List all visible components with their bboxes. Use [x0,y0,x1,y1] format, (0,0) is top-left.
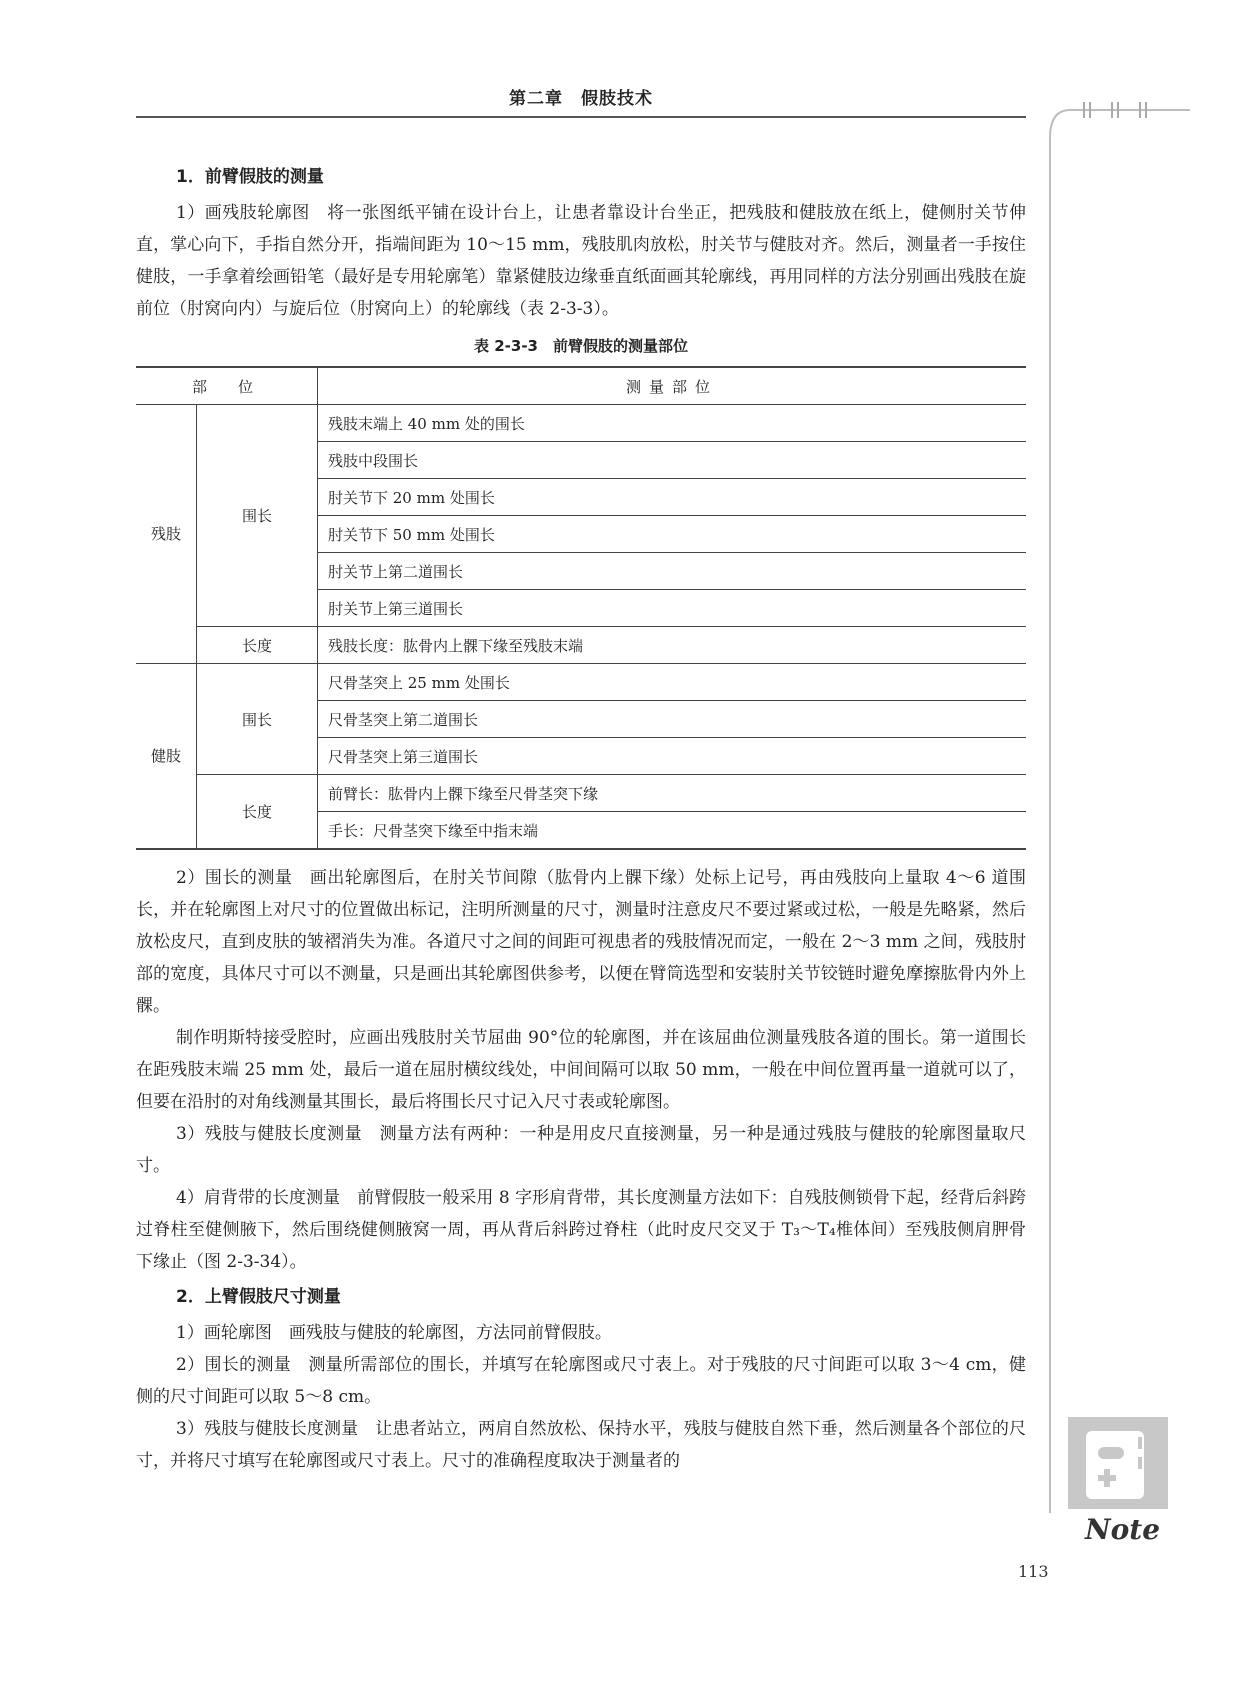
sub-group-girth: 围长 [197,405,318,627]
sub-group-girth: 围长 [197,664,318,775]
page-content [136,158,1026,1477]
table-header-part: 部 位 [136,367,318,405]
sub-group-length: 长度 [197,627,318,664]
table-cell: 肘关节下 20 mm 处围长 [318,479,1027,516]
paragraph: 3）残肢与健肢长度测量 测量方法有两种：一种是用皮尺直接测量，另一种是通过残肢与健肢的轮廓图量取尺寸。 [136,1124,1026,1176]
page-number: 113 [1018,1562,1049,1581]
table-cell: 前臂长：肱骨内上髁下缘至尺骨茎突下缘 [318,775,1027,812]
section-heading-upper-arm: 2．上臂假肢尺寸测量 [176,1287,341,1307]
table-cell: 尺骨茎突上 25 mm 处围长 [318,664,1027,701]
paragraph: 4）肩背带的长度测量 前臂假肢一般采用 8 字形肩背带，其长度测量方法如下：自残肢侧锁骨下起，经背后斜跨过脊柱至健侧腋下，然后围绕健侧腋窝一周，再从背后斜跨过脊柱（此时皮尺交叉于 T₃～T₄椎体间）至残肢侧肩胛骨下缘止（图 2-3-34）。 [136,1188,1026,1272]
row-group-residual: 残肢 [136,405,197,664]
table-caption: 表 2-3-3 前臂假肢的测量部位 [474,337,688,355]
paragraph: 1）画轮廓图 画残肢与健肢的轮廓图，方法同前臂假肢。 [176,1323,612,1343]
table-cell: 肘关节上第二道围长 [318,553,1027,590]
paragraph: 2）围长的测量 画出轮廓图后，在肘关节间隙（肱骨内上髁下缘）处标上记号，再由残肢向上量取 4～6 道围长，并在轮廓图上对尺寸的位置做出标记，注明所测量的尺寸，测量时注意皮尺不要过紧或过松，一般是先略紧，然后放松皮尺，直到皮肤的皱褶消失为准。各道尺寸之间的间距可视患者的残肢情况而定，一般在 2～3 mm 之间，残肢肘部的宽度，具体尺寸可以不测量，只是画出其轮廓图供参考，以便在臂筒选型和安装肘关节铰链时避免摩擦肱骨内外上髁。 [136,868,1026,1016]
table-cell: 残肢末端上 40 mm 处的围长 [318,405,1027,442]
table-cell: 尺骨茎突上第三道围长 [318,738,1027,775]
chapter-header: 第二章 假肢技术 [509,89,653,109]
table-cell: 肘关节下 50 mm 处围长 [318,516,1027,553]
table-cell: 肘关节上第三道围长 [318,590,1027,627]
notepad-icon [1068,1417,1168,1509]
paragraph: 3）残肢与健肢长度测量 让患者站立，两肩自然放松、保持水平，残肢与健肢自然下垂，然后测量各个部位的尺寸，并将尺寸填写在轮廓图或尺寸表上。尺寸的准确程度取决于测量者的 [136,1419,1026,1471]
paragraph: 2）围长的测量 测量所需部位的围长，并填写在轮廓图或尺寸表上。对于残肢的尺寸间距可以取 3～4 cm，健侧的尺寸间距可以取 5～8 cm。 [136,1355,1026,1407]
table-cell: 残肢中段围长 [318,442,1027,479]
margin-ornament [1040,98,1200,1518]
note-badge [1068,1417,1168,1509]
note-label: Note [1085,1513,1161,1546]
table-cell: 尺骨茎突上第二道围长 [318,701,1027,738]
row-group-healthy: 健肢 [136,664,197,850]
paragraph: 制作明斯特接受腔时，应画出残肢肘关节屈曲 90°位的轮廓图，并在该屈曲位测量残肢各道的围长。第一道围长在距残肢末端 25 mm 处，最后一道在屈肘横纹线处，中间间隔可以取 50 mm，一般在中间位置再量一道就可以了，但要在沿肘的对角线测量其围长，最后将围长尺寸记入尺寸表或轮廓图。 [136,1028,1026,1112]
measurement-table [136,366,1026,850]
header-rule [136,116,1026,118]
table-cell: 残肢长度：肱骨内上髁下缘至残肢末端 [318,627,1027,664]
sub-group-length: 长度 [197,775,318,850]
section-heading-forearm: 1．前臂假肢的测量 [176,167,324,187]
paragraph: 1）画残肢轮廓图 将一张图纸平铺在设计台上，让患者靠设计台坐正，把残肢和健肢放在纸上，健侧肘关节伸直，掌心向下，手指自然分开，指端间距为 10～15 mm，残肢肌肉放松，肘关节与健肢对齐。然后，测量者一手按住健肢，一手拿着绘画铅笔（最好是专用轮廓笔）靠紧健肢边缘垂直纸面画其轮廓线，再用同样的方法分别画出残肢在旋前位（肘窝向内）与旋后位（肘窝向上）的轮廓线（表 2-3-3）。 [136,203,1026,319]
table-header-measure: 测量部位 [318,367,1027,405]
table-cell: 手长：尺骨茎突下缘至中指末端 [318,812,1027,850]
